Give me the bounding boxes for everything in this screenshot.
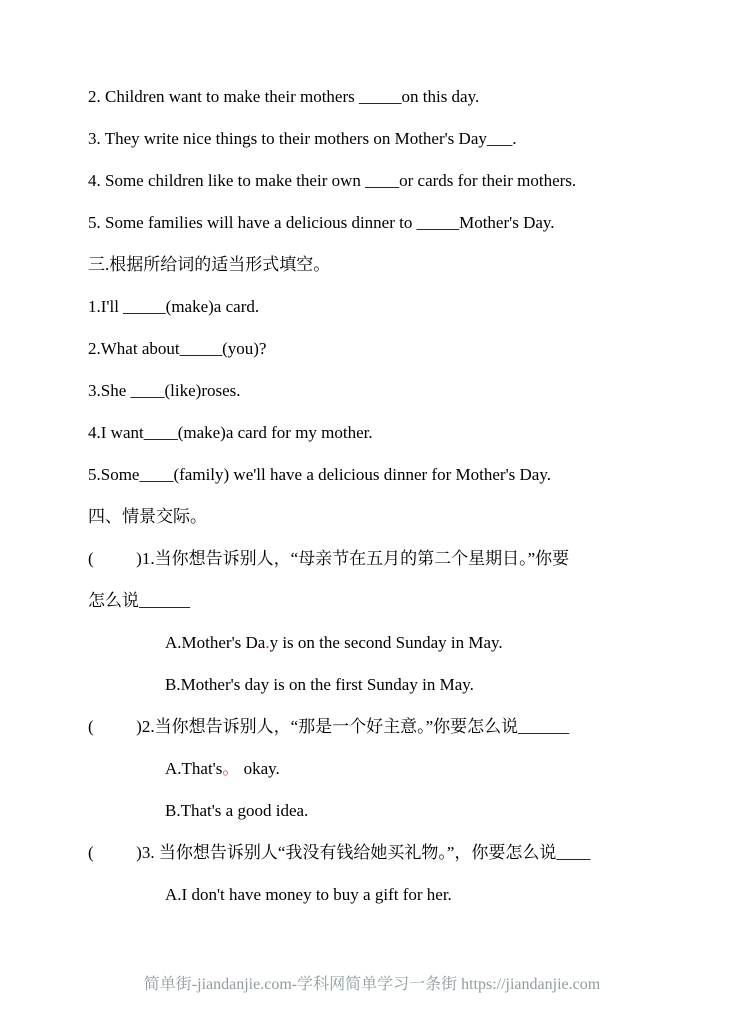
section-heading	[88, 244, 704, 286]
line-text: ( )1.当你想告诉别人，“母亲节在五月的第二个星期日。”你要	[88, 549, 570, 568]
worksheet-line	[88, 370, 704, 412]
option-line	[88, 790, 704, 832]
line-text: 4.I want____(make)a card for my mother.	[88, 423, 373, 442]
worksheet-line	[88, 454, 704, 496]
line-text: 5. Some families will have a delicious dinner to _____Mother's Day.	[88, 213, 555, 232]
worksheet-line	[88, 328, 704, 370]
option-line	[88, 664, 704, 706]
line-text: 怎么说______	[88, 591, 190, 610]
emphasis-dot: .	[265, 633, 270, 652]
question-line	[88, 706, 704, 748]
line-text: 3.She ____(like)roses.	[88, 381, 241, 400]
line-text: 3. They write nice things to their mothers on Mother's Day___.	[88, 129, 517, 148]
line-text: 4. Some children like to make their own ____or cards for their mothers.	[88, 171, 577, 190]
line-text: ( )2.当你想告诉别人，“那是一个好主意。”你要怎么说______	[88, 717, 570, 736]
line-text: ( )3. 当你想告诉别人“我没有钱给她买礼物。”，你要怎么说____	[88, 843, 591, 862]
option-line	[88, 874, 704, 916]
option-line	[88, 622, 704, 664]
line-text: B.Mother's day is on the first Sunday in May.	[165, 675, 474, 694]
worksheet-line	[88, 118, 704, 160]
line-text: A.I don't have money to buy a gift for her.	[165, 885, 452, 904]
line-text: 5.Some____(family) we'll have a delicious dinner for Mother's Day.	[88, 465, 551, 484]
emphasis-dot: 。	[222, 759, 240, 778]
question-line-wrap	[88, 580, 704, 622]
line-text: y is on the second Sunday in May.	[269, 633, 503, 652]
section-heading	[88, 496, 704, 538]
line-text: 2.What about_____(you)?	[88, 339, 267, 358]
line-text: okay.	[239, 759, 280, 778]
worksheet-line	[88, 286, 704, 328]
line-text: 2. Children want to make their mothers _____on this day.	[88, 87, 480, 106]
question-line	[88, 538, 704, 580]
line-text: 三.根据所给词的适当形式填空。	[88, 255, 331, 274]
worksheet-line	[88, 76, 704, 118]
line-text: A.That's	[165, 759, 223, 778]
worksheet-line	[88, 160, 704, 202]
worksheet-line	[88, 202, 704, 244]
footer-watermark: 简单街-jiandanjie.com-学科网简单学习一条街 https://jiandanjie.com	[143, 976, 601, 993]
line-text: A.Mother's Da	[165, 633, 266, 652]
question-line	[88, 832, 704, 874]
worksheet-line	[88, 412, 704, 454]
line-text: B.That's a good idea.	[165, 801, 309, 820]
line-text: 四、情景交际。	[88, 507, 207, 526]
line-text: 1.I'll _____(make)a card.	[88, 297, 260, 316]
option-line	[88, 748, 704, 790]
